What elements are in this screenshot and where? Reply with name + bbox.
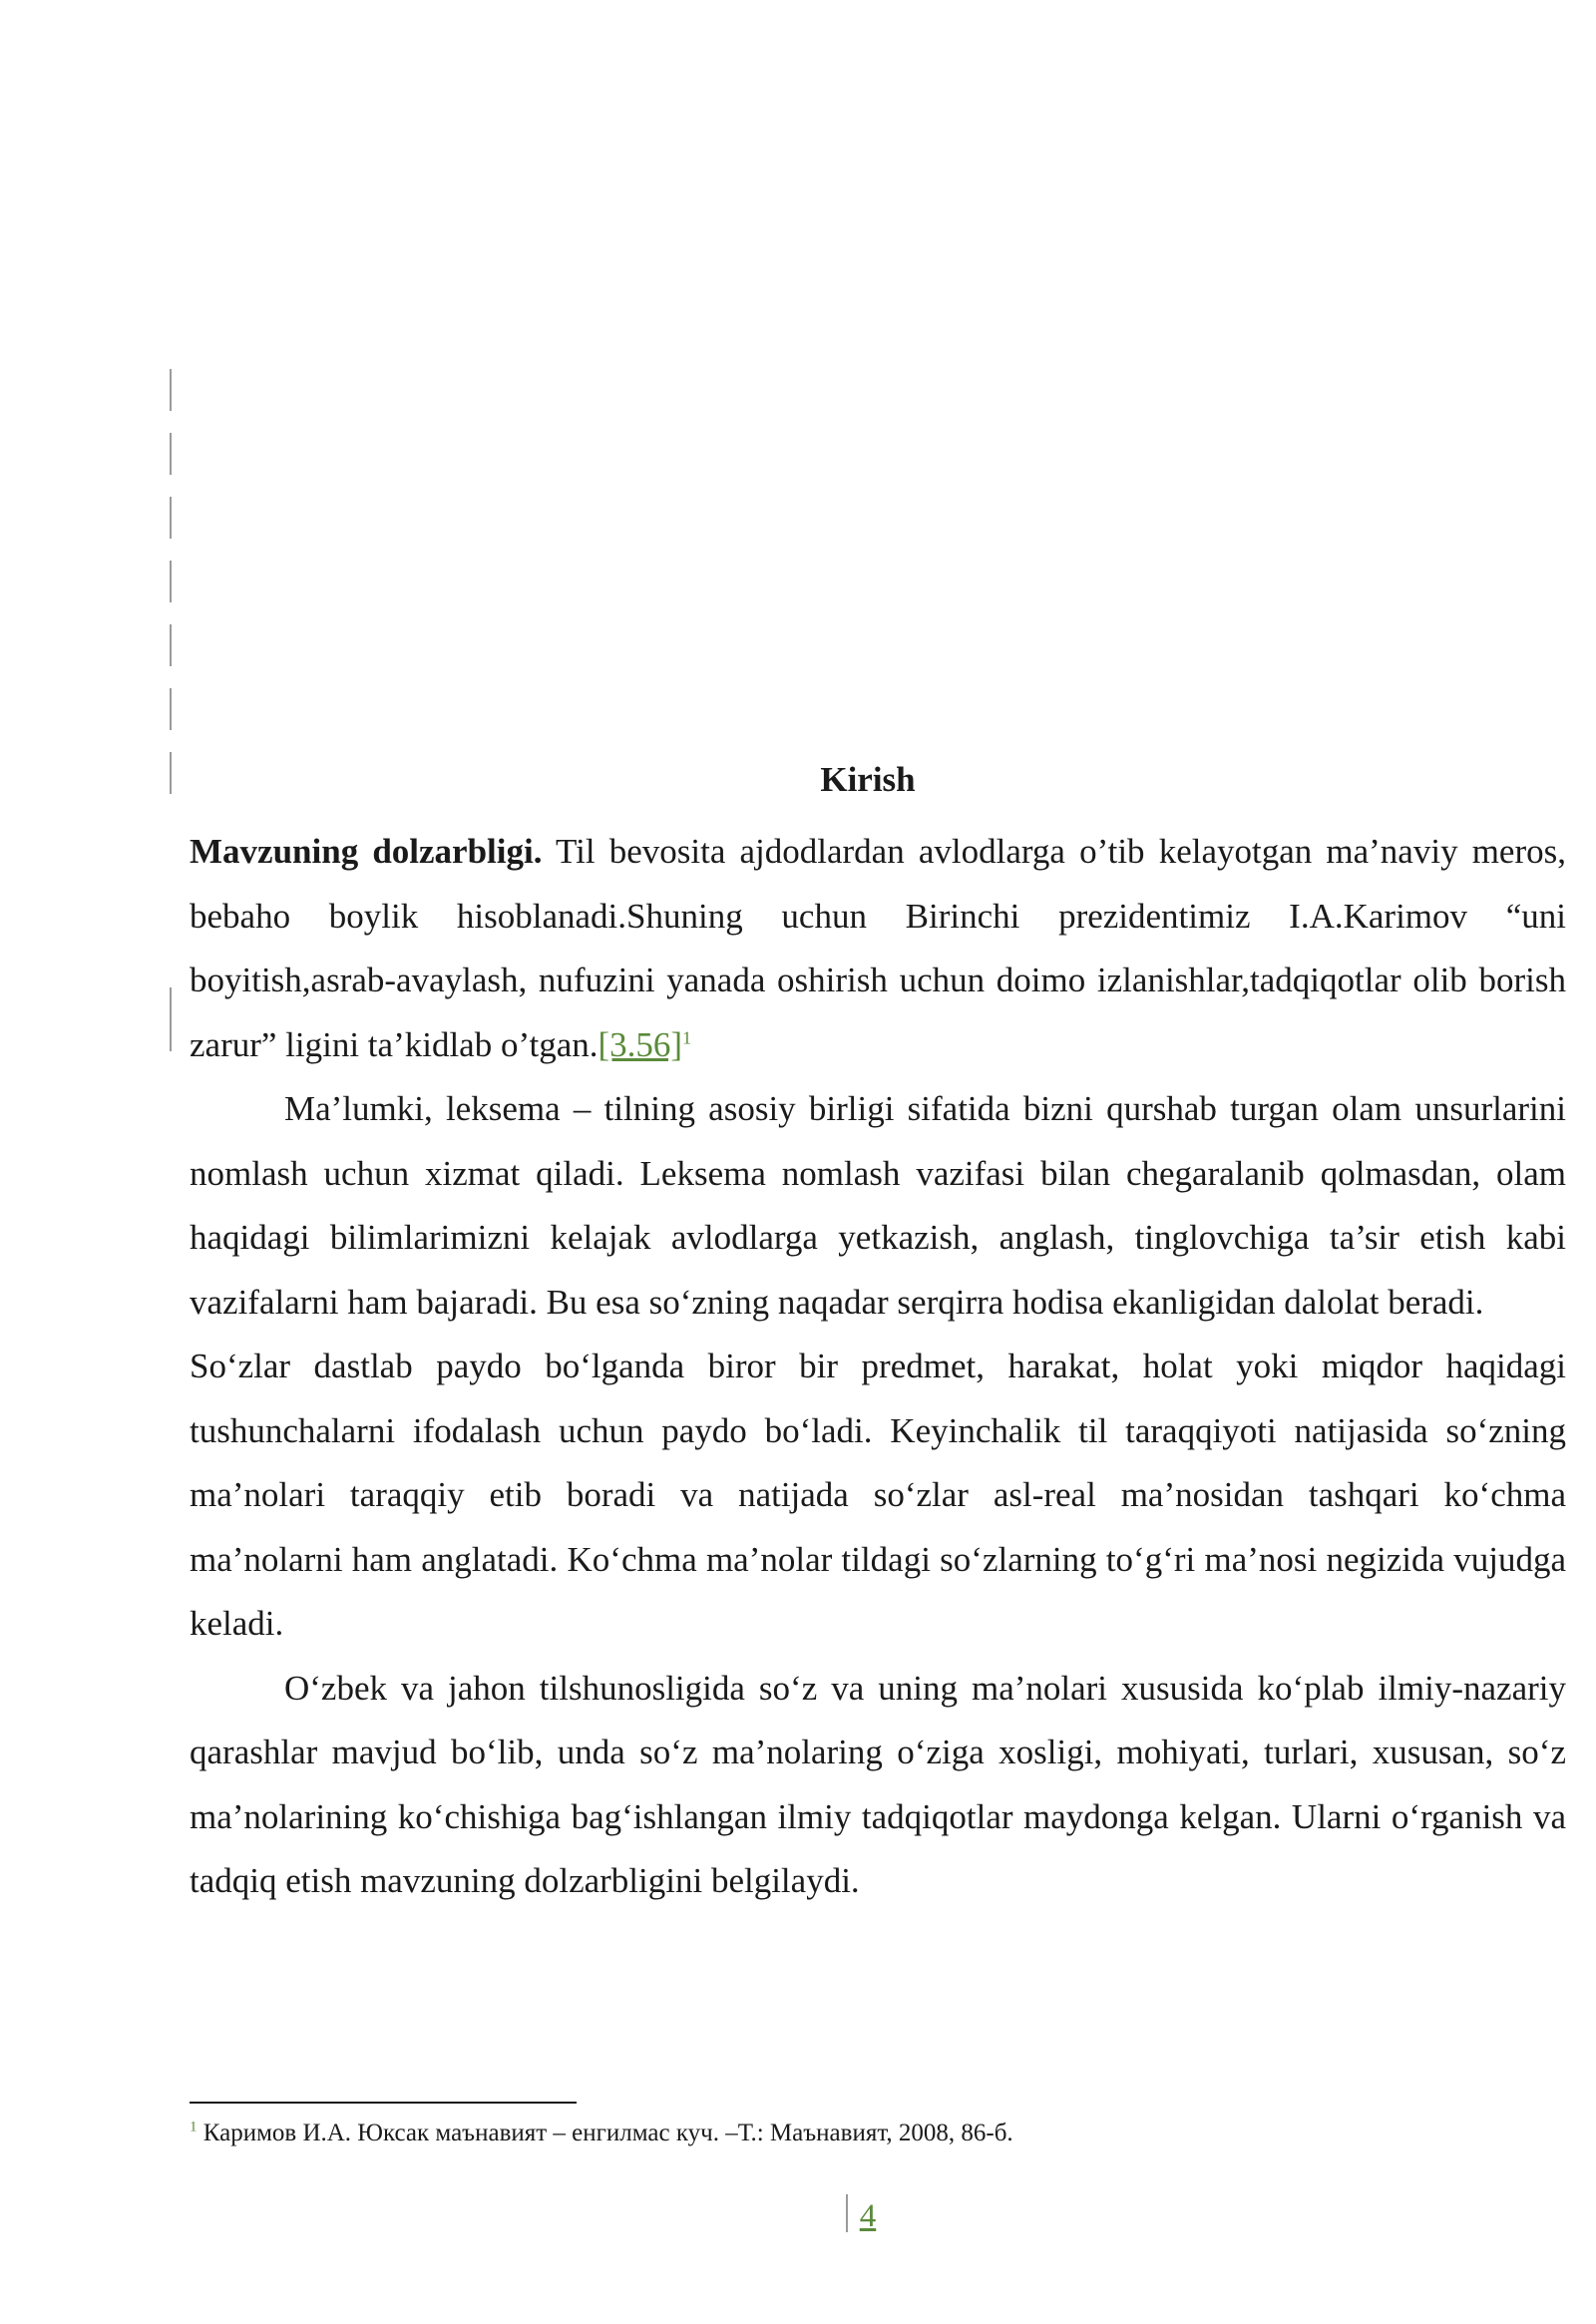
body-text [190, 820, 1566, 1914]
footnote [190, 2117, 1013, 2150]
footnote-text: Каримов И.А. Юксак маънавият – енгилмас куч. –Т.: Маънавият, 2008, 86-б. [197, 2120, 1013, 2146]
change-bar [170, 987, 172, 1051]
paragraph-lead: Mavzuning dolzarbligi. [190, 832, 543, 871]
paragraph: O‘zbek va jahon tilshunosligida so‘z va uning ma’nolari xususida ko‘plab ilmiy-nazariy qarashlar mavjud bo‘lib, unda so‘z ma’nolaring o‘ziga xosligi, mohiyati, turlari, xususan, so‘z ma’nolarining ko‘chishiga bag‘ishlangan ilmiy tadqiqotlar maydonga kelgan. Ularni o‘rganish va tadqiq etish mavzuning dolzarbligini belgilaydi. [190, 1668, 1566, 1900]
footnote-mark: 1 [190, 2119, 198, 2135]
paragraph: So‘zlar dastlab paydo bo‘lganda biror bir predmet, harakat, holat yoki miqdor haqidagi tushunchalarni ifodalash uchun paydo bo‘ladi. Keyinchalik til taraqqiyoti natijasida so‘zning ma’nolari taraqqiy etib boradi va natijada so‘zlar asl-real ma’nosidan tashqari ko‘chma ma’nolarni ham anglatadi. Ko‘chma ma’nolar tildagi so‘zlarning to‘g‘ri ma’nosi negizida vujudga keladi. [190, 1347, 1566, 1643]
paragraph-text: Til bevosita ajdodlardan avlodlarga o’tib kelayotgan ma’naviy meros, bebaho boylik hisoblanadi.Shuning uchun Birinchi prezidentimiz I.A.Karimov “uni boyitish,asrab-avaylash, nufuzini yanada oshirish uchun doimo izlanishlar,tadqiqotlar olib borish zarur” ligini ta’kidlab o’tgan. [190, 832, 1566, 1064]
reference-link[interactable]: [3.56] [598, 1024, 683, 1064]
change-bar [170, 369, 172, 411]
page-number-value: 4 [859, 2198, 877, 2234]
paragraph-relevance [190, 820, 1566, 1077]
change-bar [170, 433, 172, 475]
change-bar [170, 688, 172, 730]
change-bar [170, 624, 172, 666]
page-title: Kirish [820, 760, 916, 799]
change-bar [170, 497, 172, 539]
page-number [0, 2196, 1596, 2236]
footnote-separator [190, 2102, 577, 2104]
paragraph: Ma’lumki, leksema – tilning asosiy birligi sifatida bizni qurshab turgan olam unsurlarini nomlash uchun xizmat qiladi. Leksema nomlash vazifasi bilan chegaralanib qolmasdan, olam haqidagi bilimlarimizni kelajak avlodlarga yetkazish, anglash, tinglovchiga ta’sir etish kabi vazifalarni ham bajaradi. Bu esa so‘zning naqadar serqirra hodisa ekanligidan dalolat beradi. [190, 1089, 1566, 1322]
change-bar [170, 561, 172, 602]
footnote-marker[interactable]: 1 [682, 1026, 692, 1047]
